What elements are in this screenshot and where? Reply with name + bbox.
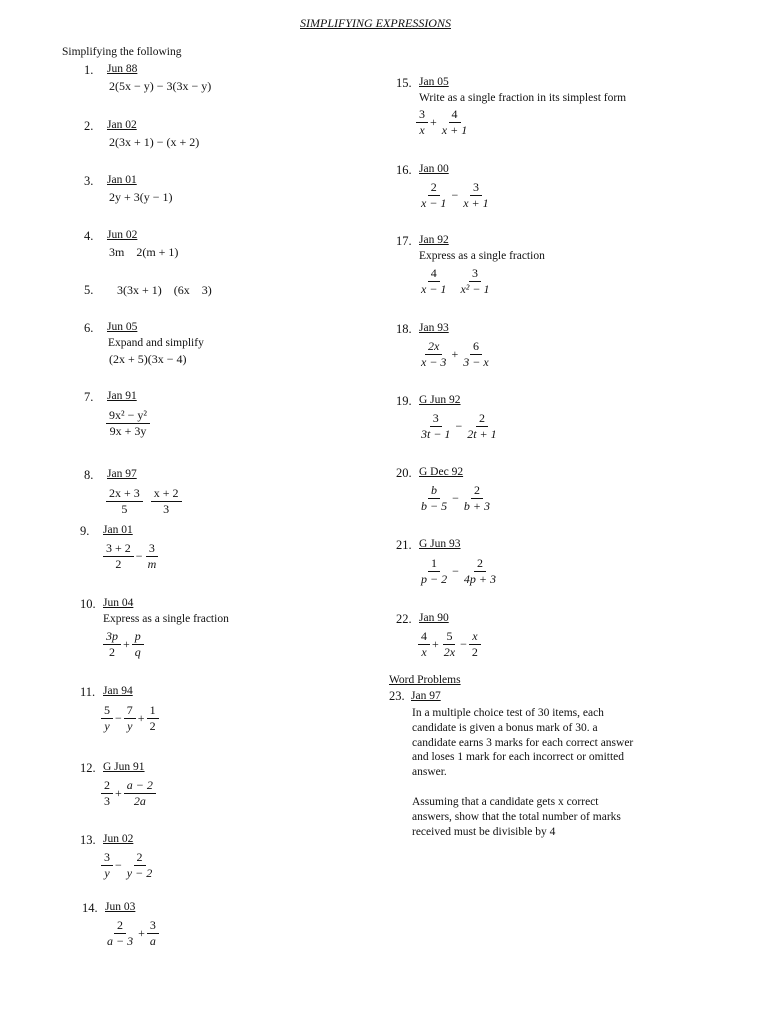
- question-source: Jan 92: [419, 234, 449, 246]
- fraction-expression: 2 a − 3 + $\frac{3}{a}$: [104, 918, 159, 949]
- question-number: 23.: [389, 689, 405, 703]
- fraction-expression: 3 3t − 1 − $\frac{2}{2t + 1}$: [421, 411, 497, 441]
- question-number: 18.: [396, 322, 412, 336]
- question-number: 21.: [396, 538, 412, 552]
- fraction-expression: 4 x + $\frac{5}{2x}$ − $\frac{x}{2}$: [418, 629, 481, 660]
- question-number: 7.: [84, 390, 94, 404]
- fraction-expression: b b − 5 − $\frac{2}{b + 3}$: [421, 483, 490, 513]
- question-instruction: Express as a single fraction: [419, 250, 545, 262]
- question-number: 20.: [396, 466, 412, 480]
- word-problem-paragraph: In a multiple choice test of 30 items, each candidate is given a bonus mark of 30. a candidate earns 3 marks for each correct answer and loses 1 mark for each incorrect or omitted answer.: [412, 707, 634, 779]
- fraction-expression: 5 y − $\frac{7}{y}$ + $\frac{1}{2}$: [101, 703, 159, 734]
- question-expression: 2y + 3(y − 1): [109, 190, 173, 204]
- question-source: Jun 02: [103, 833, 134, 845]
- question-number: 11.: [80, 685, 96, 699]
- question-number: 9.: [80, 524, 90, 538]
- question-source: Jan 97: [411, 690, 441, 702]
- question-expression: 2(5x − y) − 3(3x − y): [109, 79, 212, 93]
- question-number: 15.: [396, 76, 412, 90]
- question-instruction: Express as a single fraction: [103, 613, 229, 625]
- question-number: 19.: [396, 394, 412, 408]
- question-expression: 3(3x + 1) (6x 3): [117, 283, 212, 297]
- fraction-expression: 9x² − y² 9x + 3y: [106, 408, 150, 439]
- question-source: Jun 03: [105, 901, 136, 913]
- question-number: 2.: [84, 119, 94, 133]
- question-number: 5.: [84, 283, 94, 297]
- intro-text: Simplifying the following: [62, 46, 182, 58]
- question-instruction: Expand and simplify: [108, 337, 204, 349]
- question-source: Jan 02: [107, 119, 137, 131]
- question-source: Jan 01: [103, 524, 133, 536]
- page-title: SIMPLIFYING EXPRESSIONS: [300, 16, 451, 30]
- question-source: Jan 00: [419, 163, 449, 175]
- question-source: Jan 01: [107, 174, 137, 186]
- question-number: 6.: [84, 321, 94, 335]
- fraction-expression: 3 y − $\frac{2}{y - 2}$: [101, 850, 155, 881]
- section-heading: Word Problems: [389, 674, 461, 686]
- question-number: 8.: [84, 468, 94, 482]
- question-expression: 2(3x + 1) − (x + 2): [109, 135, 200, 149]
- question-source: Jun 05: [107, 321, 138, 333]
- question-expression: 3m 2(m + 1): [109, 245, 179, 259]
- question-number: 3.: [84, 174, 94, 188]
- question-number: 1.: [84, 63, 94, 77]
- question-number: 12.: [80, 761, 96, 775]
- question-source: G Jun 92: [419, 394, 461, 406]
- question-source: Jan 93: [419, 322, 449, 334]
- question-source: Jan 90: [419, 612, 449, 624]
- fraction-expression: 2x x − 3 + $\frac{6}{3 - x}$: [421, 339, 489, 369]
- question-number: 16.: [396, 163, 412, 177]
- question-number: 13.: [80, 833, 96, 847]
- question-expression: (2x + 5)(3x − 4): [109, 352, 187, 366]
- question-source: Jun 02: [107, 229, 138, 241]
- question-number: 10.: [80, 597, 96, 611]
- fraction-expression: 3 + 2 2 − $\frac{3}{m}$: [103, 541, 159, 572]
- fraction-expression: 4 x − 1 3 x² − 1: [421, 266, 490, 296]
- question-source: Jun 88: [107, 63, 138, 75]
- question-number: 14.: [82, 901, 98, 915]
- fraction-expression: 3 x + $\frac{4}{x + 1}$: [416, 107, 470, 138]
- question-source: Jun 04: [103, 597, 134, 609]
- question-number: 22.: [396, 612, 412, 626]
- question-source: G Jun 91: [103, 761, 145, 773]
- question-source: Jan 91: [107, 390, 137, 402]
- question-source: G Dec 92: [419, 466, 464, 478]
- question-source: Jan 97: [107, 468, 137, 480]
- question-source: Jan 94: [103, 685, 133, 697]
- question-source: Jan 05: [419, 76, 449, 88]
- fraction-expression: 2x + 3 5 x + 2 3: [106, 486, 182, 517]
- fraction-expression: 2 x − 1 − $\frac{3}{x + 1}$: [421, 180, 489, 210]
- question-number: 4.: [84, 229, 94, 243]
- question-source: G Jun 93: [419, 538, 461, 550]
- word-problem-paragraph: Assuming that a candidate gets x correct answers, show that the total number of marks received must be divisible by 4: [412, 796, 621, 838]
- question-instruction: Write as a single fraction in its simplest form: [419, 92, 627, 104]
- fraction-expression: 2 3 + $\frac{a - 2}{2a}$: [101, 778, 156, 809]
- question-number: 17.: [396, 234, 412, 248]
- fraction-expression: 3p 2 + $\frac{p}{q}$: [103, 629, 144, 660]
- fraction-expression: 1 p − 2 − $\frac{2}{4p + 3}$: [421, 556, 496, 586]
